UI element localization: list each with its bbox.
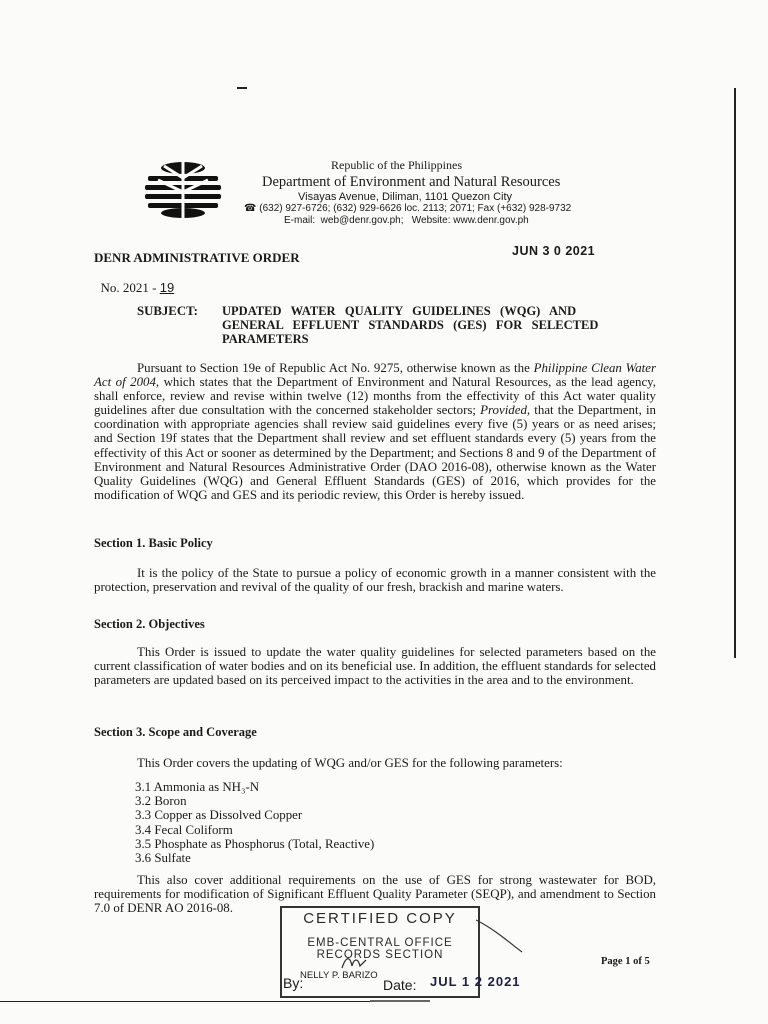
provided-word: Provided,	[480, 403, 531, 418]
denr-logo	[142, 158, 224, 222]
order-type: DENR ADMINISTRATIVE ORDER	[94, 250, 300, 265]
stamp-date: JUL 1 2 2021	[430, 974, 521, 989]
footer-rule-dots	[370, 1000, 430, 1002]
subject-line-3: PARAMETERS	[222, 332, 309, 347]
section-3-body: This Order covers the updating of WQG and/or GES for the following parameters:	[137, 756, 563, 770]
parameter-list	[135, 780, 374, 865]
signature-mark	[340, 954, 370, 977]
section-1-title: Section 1. Basic Policy	[94, 536, 213, 550]
list-item: 3.1 Ammonia as NH₃-N	[135, 780, 260, 794]
footer-rule	[0, 1001, 370, 1002]
republic-line: Republic of the Philippines	[331, 158, 462, 172]
phone-numbers: (632) 927-6726; (632) 929-6626 loc. 2113; 2071; Fax (+632) 928-9732	[259, 203, 572, 214]
stamp-section: RECORDS SECTION	[316, 949, 444, 961]
order-date: JUN 3 0 2021	[512, 244, 596, 258]
section-2-body: This Order is issued to update the water quality guidelines for selected parameters based on the current classification of water bodies and on its beneficial use. In addition, the effluent standards for selected parameters are updated based on its perceived impact to the activities in the area and to the environment.	[94, 645, 656, 688]
department-name: Department of Environment and Natural Resources	[262, 174, 561, 190]
list-item: 3.5 Phosphate as Phosphorus (Total, Reactive)	[135, 836, 375, 851]
list-item: 3.2 Boron	[135, 794, 187, 809]
closing-paragraph: This also cover additional requirements on the use of GES for strong wastewater for BOD, requirements for modification of Significant Effluent Quality Parameter (SEQP), and amendment to Section 7.0 of DENR AO 2016-08.	[94, 873, 656, 916]
subject-label: SUBJECT:	[137, 304, 198, 318]
page-number: Page 1 of 5	[601, 956, 650, 967]
section-1-body: It is the policy of the State to pursue a policy of economic growth in a manner consistent with the protection, preservation and revival of the quality of our fresh, brackish and marine waters.	[94, 566, 656, 595]
address-line: Visayas Avenue, Diliman, 1101 Quezon City	[298, 191, 513, 203]
contact-line: E-mail: web@denr.gov.ph; Website: www.denr.gov.ph	[284, 215, 529, 226]
section-2-title: Section 2. Objectives	[94, 617, 205, 631]
phone-line	[244, 203, 571, 214]
subject-title	[222, 304, 652, 347]
stamp-name: NELLY P. BARIZO	[300, 970, 378, 981]
subject-line-2: GENERAL EFFLUENT STANDARDS (GES) FOR SELECTED	[222, 318, 599, 333]
list-item: 3.6 Sulfate	[135, 851, 191, 866]
order-number-prefix: No. 2021 -	[100, 280, 160, 295]
preamble-paragraph: Pursuant to Section 19e of Republic Act No. 9275, otherwise known as the Philippine Clean Water Act of 2004, which states that the Department of Environment and Natural Resources, as the lead agency, shall enforce, review and revise within twelve (12) months from the effectivity of this Act water quality guidelines after due consultation with the concerned stakeholder sectors; Provided, that the Department, in coordination with appropriate agencies shall review said guidelines every five (5) years or as need arises; and Section 19f states that the Department shall review and set effluent standards every (5) years from the effectivity of this Act or sooner as determined by the Department; and Sections 8 and 9 of the Department of Environment and Natural Resources Administrative Order (DAO 2016-08), otherwise known as the Water Quality Guidelines (WQG) and General Effluent Standards (GES) of 2016, which provides for the modification of WQG and GES and its periodic review, this Order is hereby issued.	[94, 361, 656, 502]
stamp-pointer	[476, 918, 526, 959]
section-3-title: Section 3. Scope and Coverage	[94, 725, 257, 739]
list-item: 3.4 Fecal Coliform	[135, 822, 233, 837]
list-item: 3.3 Copper as Dissolved Copper	[135, 808, 303, 823]
subject-line-1: UPDATED WATER QUALITY GUIDELINES (WQG) AND	[222, 304, 577, 318]
act-name: Philippine Clean Water Act of 2004,	[94, 361, 656, 390]
stamp-office: EMB-CENTRAL OFFICE	[307, 937, 453, 949]
scan-edge-line	[734, 88, 736, 658]
stamp-title: CERTIFIED COPY	[303, 910, 457, 927]
order-number-value: 19	[159, 280, 175, 295]
scan-dash-mark	[237, 87, 247, 89]
stamp-date-label: Date:	[383, 977, 417, 993]
stamp-by-label: By:	[283, 975, 304, 991]
phone-icon: ☎	[244, 203, 257, 214]
order-number	[94, 264, 174, 296]
